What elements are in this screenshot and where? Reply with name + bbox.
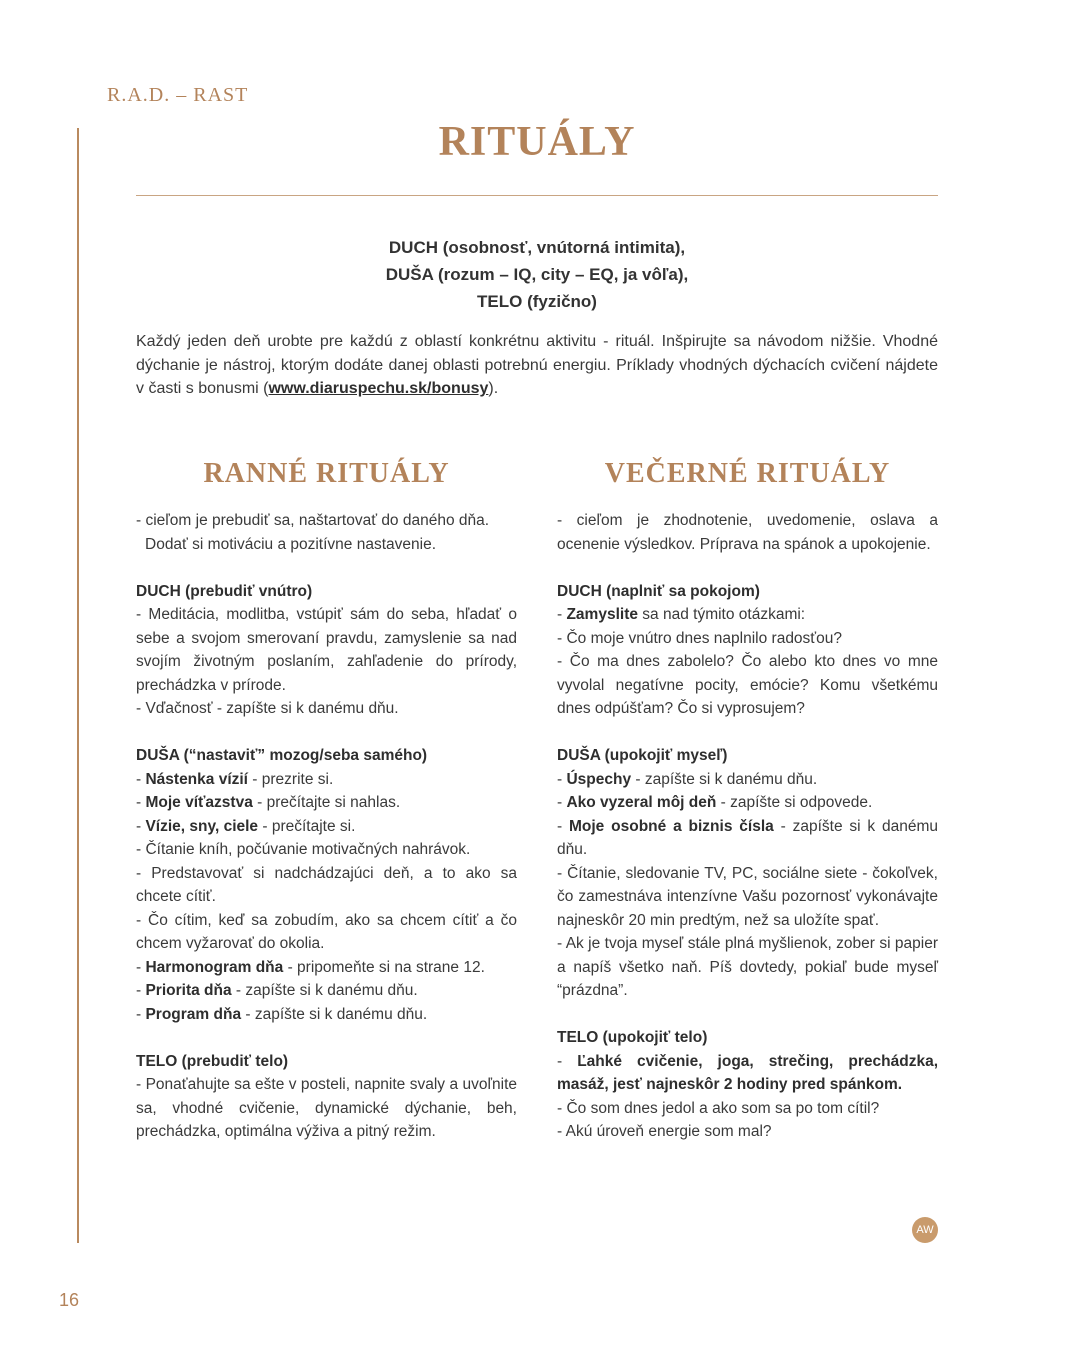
left-accent-line	[77, 128, 79, 1243]
pillars-block	[136, 234, 938, 315]
pillar-dusa: DUŠA (rozum – IQ, city – EQ, ja vôľa),	[385, 265, 689, 284]
morning-dusa-item: - Čo cítim, keď sa zobudím, ako sa chcem cítiť a čo chcem vyžarovať do okolia.	[136, 911, 517, 952]
evening-duch-item: - Čo moje vnútro dnes naplnilo radosťou?	[557, 629, 842, 647]
intro-text-end: ).	[488, 380, 499, 397]
title-divider	[136, 195, 938, 196]
morning-dusa-title: DUŠA (“nastaviť” mozog/seba samého)	[136, 747, 428, 764]
evening-telo-item: - Akú úroveň energie som mal?	[557, 1123, 772, 1140]
morning-lead-1: - cieľom je prebudiť sa, naštartovať do daného dňa.	[136, 512, 490, 529]
evening-duch-item: - Zamyslite sa nad týmito otázkami:	[557, 606, 806, 623]
evening-telo-title: TELO (upokojiť telo)	[557, 1029, 708, 1046]
morning-duch-item: - Meditácia, modlitba, vstúpiť sám do seba, hľadať o sebe a svojom smerovaní pravdu, zamyslenie sa nad svojím životným poslaním, zahľadenie do prírody, prechádzka v prírode.	[136, 606, 517, 694]
intro-text: Každý jeden deň urobte pre každú z oblastí konkrétnu aktivitu - rituál. Inšpirujte sa návodom nižšie. Vhodné dýchanie je nástroj, ktorým dodáte danej oblasti potrebnú energiu. Príklady vhodných dýchacích cvičení nájdete v časti s bonusmi (	[136, 333, 938, 397]
morning-dusa-item: - Vízie, sny, ciele - prečítajte si.	[136, 817, 356, 835]
evening-dusa-item: - Ako vyzeral môj deň - zapíšte si odpovede.	[557, 794, 873, 811]
morning-lead-2: Dodať si motiváciu a pozitívne nastavenie.	[145, 535, 436, 553]
page-title: RITUÁLY	[438, 119, 636, 165]
pillar-duch: DUCH (osobnosť, vnútorná intimita),	[388, 238, 686, 257]
bonus-link[interactable]: www.diaruspechu.sk/bonusy	[268, 380, 489, 397]
aw-badge: AW	[912, 1217, 938, 1243]
evening-telo-item: - Čo som dnes jedol a ako som sa po tom cítil?	[557, 1099, 880, 1117]
morning-duch-title: DUCH (prebudiť vnútro)	[136, 582, 313, 600]
evening-heading: VEČERNÉ RITUÁLY	[604, 458, 891, 489]
morning-duch-item: - Vďačnosť - zapíšte si k danému dňu.	[136, 700, 399, 717]
morning-dusa-item: - Program dňa - zapíšte si k danému dňu.	[136, 1005, 428, 1023]
evening-duch-item: - Čo ma dnes zabolelo? Čo alebo kto dnes vo mne vyvolal negatívne pocity, emócie? Komu všetkému dnes odpúšťam? Čo si vyprosujem?	[557, 653, 938, 717]
evening-telo-item: - Ľahké cvičenie, joga, strečing, prechádzka, masáž, jesť najneskôr 2 hodiny pred spánkom.	[557, 1052, 938, 1093]
morning-heading: RANNÉ RITUÁLY	[203, 458, 450, 489]
evening-dusa-item: - Ak je tvoja myseľ stále plná myšlienok, zober si papier a napíš všetko naň. Píš dovtedy, pokiaľ bude myseľ “prázdna”.	[557, 935, 938, 999]
evening-lead: - cieľom je zhodnotenie, uvedomenie, oslava a ocenenie výsledkov. Príprava na spánok a upokojenie.	[557, 512, 938, 553]
morning-telo-title: TELO (prebudiť telo)	[136, 1052, 289, 1070]
evening-dusa-item: - Čítanie, sledovanie TV, PC, sociálne siete - čokoľvek, čo zamestnáva intenzívne Vašu pozornosť vykonávajte najneskôr 20 min predtým, než sa uložíte spať.	[557, 864, 938, 929]
morning-dusa-item: - Čítanie kníh, počúvanie motivačných nahrávok.	[136, 841, 471, 858]
evening-dusa-item: - Úspechy - zapíšte si k danému dňu.	[557, 770, 818, 788]
evening-dusa-item: - Moje osobné a biznis čísla - zapíšte si k danému dňu.	[557, 817, 939, 858]
page-number: 16	[59, 1290, 80, 1310]
evening-column	[557, 509, 938, 1144]
intro-paragraph	[136, 330, 938, 401]
evening-duch-title: DUCH (naplniť sa pokojom)	[557, 582, 760, 600]
morning-dusa-item: - Predstavovať si nadchádzajúci deň, a to ako sa chcete cítiť.	[136, 864, 517, 905]
morning-dusa-item: - Harmonogram dňa - pripomeňte si na strane 12.	[136, 958, 485, 976]
morning-dusa-item: - Moje víťazstva - prečítajte si nahlas.	[136, 794, 401, 811]
morning-dusa-item: - Priorita dňa - zapíšte si k danému dňu.	[136, 982, 418, 999]
evening-dusa-title: DUŠA (upokojiť myseľ)	[557, 747, 728, 764]
pillar-telo: TELO (fyzično)	[477, 292, 597, 311]
morning-column	[136, 509, 517, 1144]
morning-dusa-item: - Nástenka vízií - prezrite si.	[136, 770, 334, 788]
morning-telo-item: - Ponaťahujte sa ešte v posteli, napnite svaly a uvoľnite sa, vhodné cvičenie, dynamické dýchanie, beh, prechádzka, optimálna výživa a pitný režim.	[136, 1076, 517, 1140]
section-label: R.A.D. – RAST	[107, 84, 249, 106]
